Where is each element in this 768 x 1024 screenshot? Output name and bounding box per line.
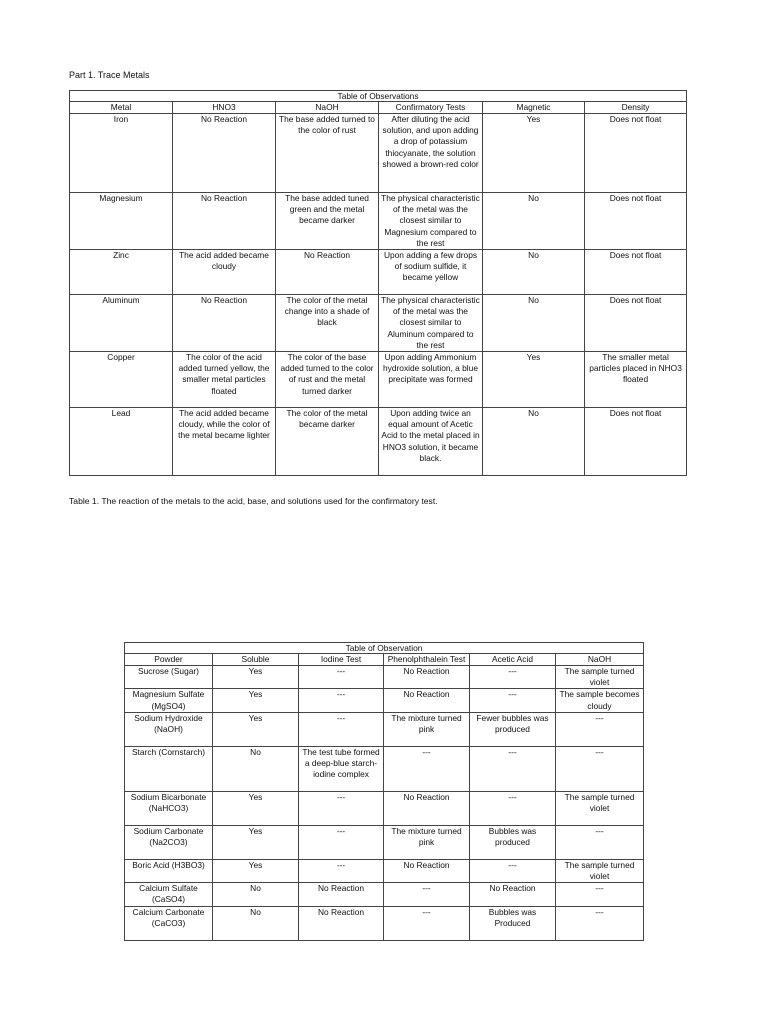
trace-metals-table	[69, 90, 687, 476]
table-cell: ---	[556, 825, 644, 859]
table-cell: ---	[299, 859, 384, 882]
table-row	[125, 746, 644, 791]
table-cell: Lead	[70, 408, 173, 476]
table-caption: Table 1. The reaction of the metals to the acid, base, and solutions used for the confirmatory test.	[69, 496, 438, 506]
table-cell: Calcium Carbonate (CaCO3)	[125, 906, 213, 940]
table-cell: Fewer bubbles was produced	[470, 712, 556, 746]
column-header-iodine-test: Iodine Test	[299, 654, 384, 666]
table-cell: Yes	[213, 689, 299, 712]
table-row	[70, 193, 687, 250]
table-cell: Sucrose (Sugar)	[125, 666, 213, 689]
table-cell: Iron	[70, 114, 173, 193]
table-cell: ---	[470, 666, 556, 689]
table-cell: No Reaction	[470, 883, 556, 906]
column-header-acetic-acid: Acetic Acid	[470, 654, 556, 666]
table-cell: No Reaction	[299, 883, 384, 906]
table-row	[125, 859, 644, 882]
table-cell: ---	[470, 746, 556, 791]
table-cell: Starch (Cornstarch)	[125, 746, 213, 791]
table-cell: The smaller metal particles placed in NHO3 floated	[585, 352, 687, 408]
table-cell: The physical characteristic of the metal was the closest similar to Magnesium compared to the rest	[379, 193, 483, 250]
table-cell: The color of the base added turned to the color of rust and the metal turned darker	[276, 352, 379, 408]
table-cell: No	[483, 193, 585, 250]
table-row	[125, 689, 644, 712]
table-cell: ---	[384, 883, 470, 906]
table-cell: ---	[299, 712, 384, 746]
column-header-confirmatory-tests: Confirmatory Tests	[379, 102, 483, 114]
column-header-hno3: HNO3	[173, 102, 276, 114]
table-cell: The acid added became cloudy	[173, 250, 276, 295]
table-row	[70, 295, 687, 352]
table-cell: Yes	[483, 114, 585, 193]
table-cell: The physical characteristic of the metal was the closest similar to Aluminum compared to the rest	[379, 295, 483, 352]
table-cell: No Reaction	[276, 250, 379, 295]
column-header-magnetic: Magnetic	[483, 102, 585, 114]
table-cell: The color of the metal change into a shade of black	[276, 295, 379, 352]
table-row	[70, 408, 687, 476]
table-cell: No	[213, 883, 299, 906]
table-cell: Yes	[213, 666, 299, 689]
table-cell: The base added turned to the color of rust	[276, 114, 379, 193]
table-cell: ---	[470, 689, 556, 712]
table-title: Table of Observations	[70, 91, 687, 102]
table-cell: Does not float	[585, 408, 687, 476]
table-cell: The color of the metal became darker	[276, 408, 379, 476]
table-cell: Sodium Carbonate (Na2CO3)	[125, 825, 213, 859]
table-cell: No Reaction	[384, 666, 470, 689]
part-heading: Part 1. Trace Metals	[69, 70, 150, 80]
table-cell: No Reaction	[173, 114, 276, 193]
table-cell: Magnesium	[70, 193, 173, 250]
table-row	[125, 712, 644, 746]
table-cell: Bubbles was produced	[470, 825, 556, 859]
table-cell: Yes	[483, 352, 585, 408]
table-cell: The sample becomes cloudy	[556, 689, 644, 712]
table-row	[70, 352, 687, 408]
table-cell: ---	[384, 906, 470, 940]
table-cell: Boric Acid (H3BO3)	[125, 859, 213, 882]
table-cell: ---	[556, 906, 644, 940]
column-header-metal: Metal	[70, 102, 173, 114]
table-cell: Yes	[213, 791, 299, 825]
table-cell: No Reaction	[299, 906, 384, 940]
table-row	[125, 825, 644, 859]
table-cell: Calcium Sulfate (CaSO4)	[125, 883, 213, 906]
table-title: Table of Observation	[125, 643, 644, 654]
table-cell: ---	[384, 746, 470, 791]
column-header-powder: Powder	[125, 654, 213, 666]
column-header-phenolphthalein-test: Phenolphthalein Test	[384, 654, 470, 666]
table-row	[125, 883, 644, 906]
table-cell: No	[483, 250, 585, 295]
table-cell: No	[213, 906, 299, 940]
table-cell: ---	[556, 746, 644, 791]
table-cell: Aluminum	[70, 295, 173, 352]
table-cell: Sodium Bicarbonate (NaHCO3)	[125, 791, 213, 825]
table-cell: Does not float	[585, 193, 687, 250]
table-cell: Zinc	[70, 250, 173, 295]
table-cell: ---	[299, 791, 384, 825]
table-cell: No Reaction	[173, 295, 276, 352]
table-cell: The base added tuned green and the metal became darker	[276, 193, 379, 250]
table-cell: No Reaction	[384, 791, 470, 825]
column-header-naoh: NaOH	[556, 654, 644, 666]
table-row	[125, 791, 644, 825]
table-cell: Bubbles was Produced	[470, 906, 556, 940]
table-cell: Yes	[213, 859, 299, 882]
table-cell: ---	[470, 791, 556, 825]
table-cell: ---	[470, 859, 556, 882]
table-cell: Does not float	[585, 250, 687, 295]
table-cell: ---	[299, 666, 384, 689]
table-row	[70, 250, 687, 295]
table-cell: Upon adding Ammonium hydroxide solution, a blue precipitate was formed	[379, 352, 483, 408]
table-cell: No	[483, 295, 585, 352]
table-cell: Yes	[213, 712, 299, 746]
table-cell: ---	[556, 883, 644, 906]
table-cell: No	[483, 408, 585, 476]
table-cell: The sample turned violet	[556, 859, 644, 882]
table-cell: Upon adding a few drops of sodium sulfide, it became yellow	[379, 250, 483, 295]
table-cell: Copper	[70, 352, 173, 408]
table-cell: ---	[299, 825, 384, 859]
column-header-soluble: Soluble	[213, 654, 299, 666]
table-cell: The sample turned violet	[556, 791, 644, 825]
table-cell: ---	[299, 689, 384, 712]
table-cell: Upon adding twice an equal amount of Acetic Acid to the metal placed in HNO3 solution, it became black.	[379, 408, 483, 476]
table-cell: The mixture turned pink	[384, 825, 470, 859]
table-row	[70, 114, 687, 193]
table-cell: No	[213, 746, 299, 791]
table-row	[125, 666, 644, 689]
table-cell: The sample turned violet	[556, 666, 644, 689]
header-row	[70, 102, 687, 114]
column-header-naoh: NaOH	[276, 102, 379, 114]
table-cell: Yes	[213, 825, 299, 859]
table-cell: No Reaction	[384, 689, 470, 712]
column-header-density: Density	[585, 102, 687, 114]
table-cell: The mixture turned pink	[384, 712, 470, 746]
table-cell: No Reaction	[173, 193, 276, 250]
table-cell: The color of the acid added turned yellow, the smaller metal particles floated	[173, 352, 276, 408]
header-row	[125, 654, 644, 666]
table-cell: After diluting the acid solution, and upon adding a drop of potassium thiocyanate, the solution showed a brown-red color	[379, 114, 483, 193]
table-cell: Does not float	[585, 114, 687, 193]
table-cell: The test tube formed a deep-blue starch-iodine complex	[299, 746, 384, 791]
table-cell: No Reaction	[384, 859, 470, 882]
table-cell: Sodium Hydroxide (NaOH)	[125, 712, 213, 746]
table-cell: The acid added became cloudy, while the color of the metal became lighter	[173, 408, 276, 476]
table-cell: Magnesium Sulfate (MgSO4)	[125, 689, 213, 712]
powders-table	[124, 642, 644, 941]
table-cell: ---	[556, 712, 644, 746]
table-cell: Does not float	[585, 295, 687, 352]
table-row	[125, 906, 644, 940]
